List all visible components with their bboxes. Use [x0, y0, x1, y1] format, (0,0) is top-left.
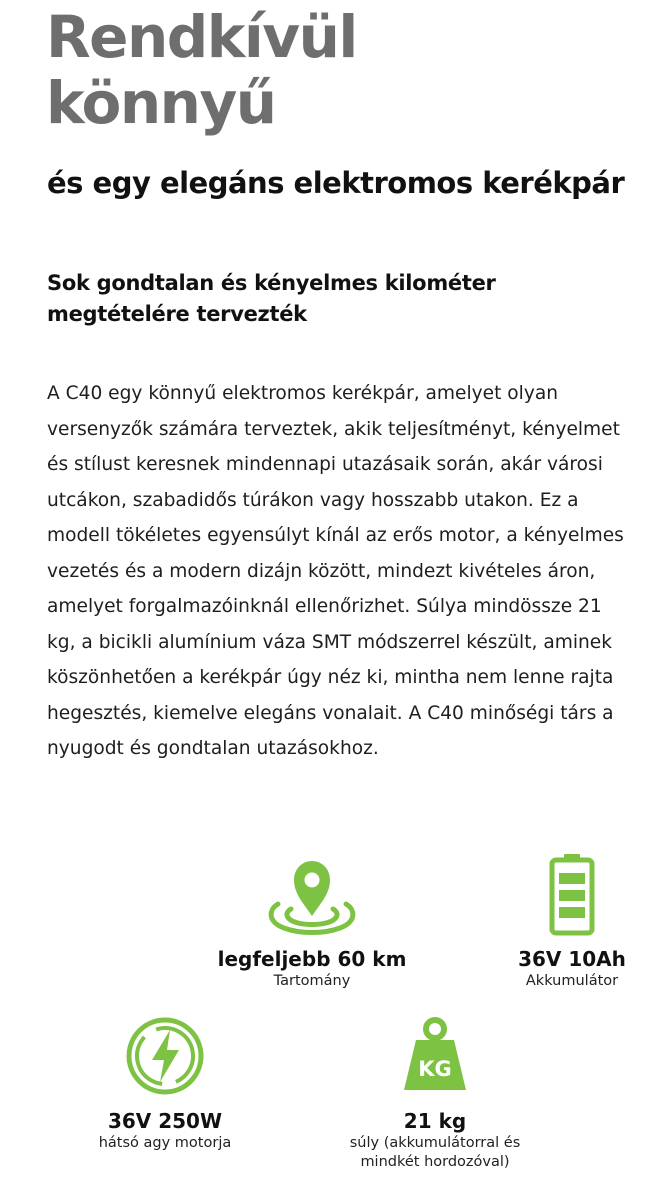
- motor-label: hátsó agy motorja: [98, 1135, 232, 1151]
- weight-value: 21 kg: [403, 1109, 467, 1133]
- hero-title: [46, 4, 646, 136]
- battery-icon: [548, 852, 596, 936]
- weight-label: súly (akkumulátorral és mindkét hordozóval): [349, 1135, 521, 1170]
- feature-range: [202, 852, 422, 991]
- motor-value: 36V 250W: [107, 1109, 223, 1133]
- lightning-bolt-icon: [125, 1016, 205, 1096]
- weight-kg-icon: [402, 1016, 468, 1092]
- feature-motor: [72, 1016, 258, 1153]
- feature-weight: [320, 1016, 550, 1172]
- battery-label: Akkumulátor: [525, 973, 619, 989]
- range-label: Tartomány: [273, 973, 351, 989]
- range-value: legfeljebb 60 km: [217, 947, 407, 971]
- product-description: A C40 egy könnyű elektromos kerékpár, amelyet olyan versenyzők számára terveztek, akik teljesítményt, kényelmet és stílust keresnek mindennapi utazásaik során, akár városi utcákon, szabadidős túrákon vagy hosszabb utakon. Ez a modell tökéletes egyensúlyt kínál az erős motor, a kényelmes vezetés és a modern dizájn között, mindezt kivételes áron, amelyet forgalmazóinknál ellenőrizhet. Súlya mindössze 21 kg, a bicikli alumínium váza SMT módszerrel készült, aminek köszönhetően a kerékpár úgy néz ki, mintha nem lenne rajta hegesztés, kiemelve elegáns vonalait. A C40 minőségi társ a nyugodt és gondtalan utazásokhoz.: [47, 383, 624, 759]
- weight-icon-badge: KG: [418, 1057, 452, 1081]
- hero-subtitle: és egy elegáns elektromos kerékpár: [47, 166, 625, 200]
- battery-value: 36V 10Ah: [518, 947, 626, 971]
- hero-tagline: Sok gondtalan és kényelmes kilométer megtételére tervezték: [47, 271, 496, 326]
- feature-battery: [490, 852, 654, 991]
- location-pin-icon: [264, 852, 360, 938]
- hero-title-line-1: Rendkívül: [46, 3, 357, 71]
- hero-title-line-2: könnyű: [46, 69, 276, 137]
